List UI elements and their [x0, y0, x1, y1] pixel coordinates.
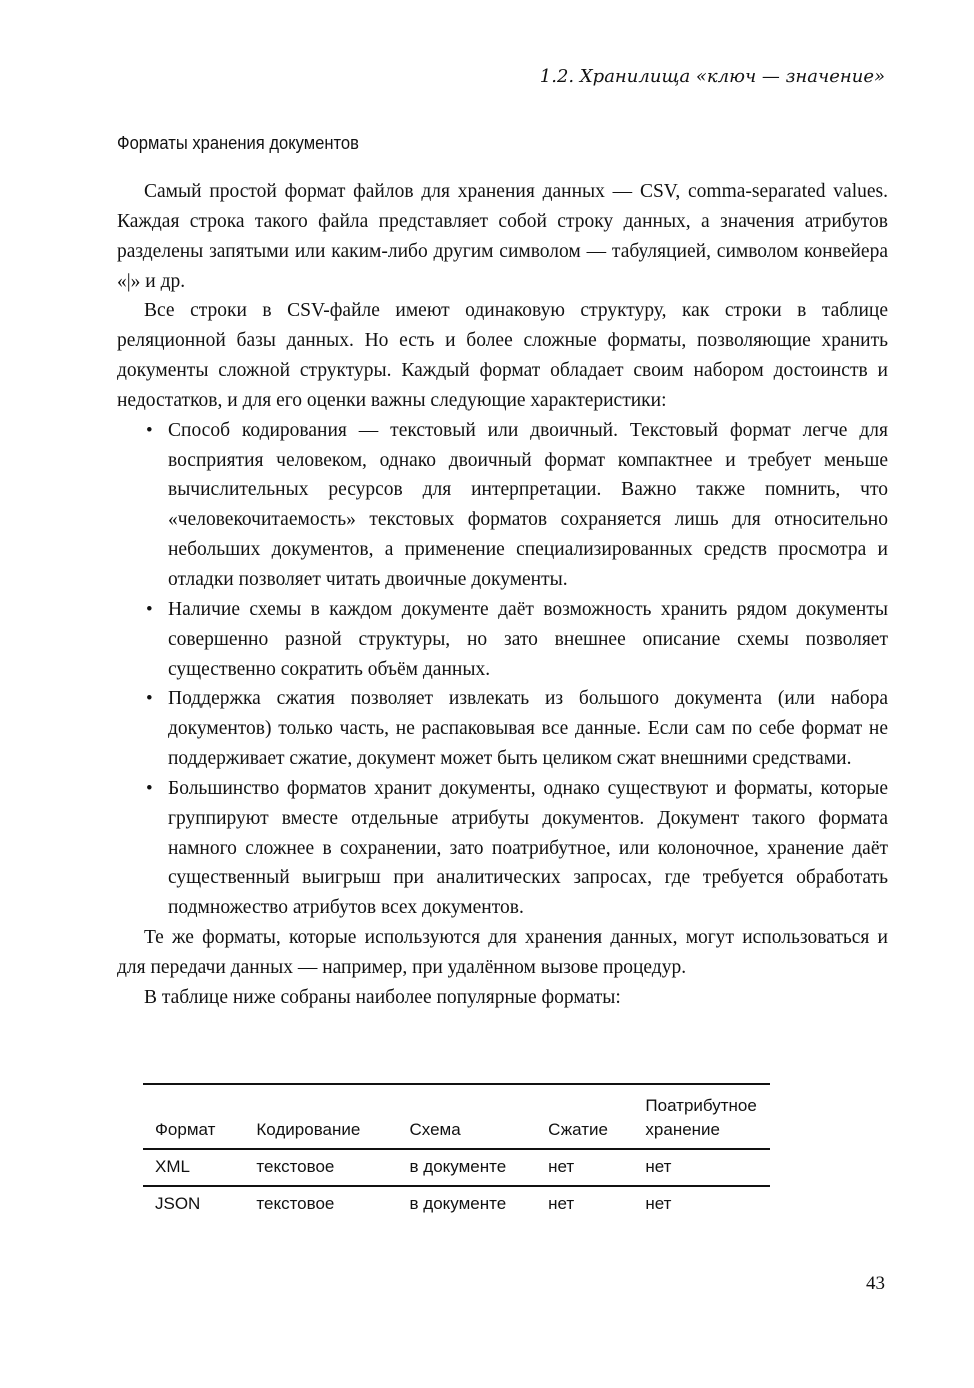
header-compression: Сжатие: [548, 1120, 608, 1139]
paragraph-table-intro: В таблице ниже собраны наиболее популярные форматы:: [144, 986, 621, 1008]
bullet-icon: •: [146, 777, 153, 799]
list-item: [117, 684, 888, 774]
formats-table-container: [143, 1083, 770, 1222]
cell-encoding: текстовое: [256, 1194, 335, 1213]
paragraph-transfer-formats: Те же форматы, которые используются для хранения данных, могут использоваться и для передачи данных — например, при удалённом вызове процедур.: [117, 927, 888, 978]
list-item: [117, 774, 888, 923]
list-item: [117, 595, 888, 685]
page-number: 43: [866, 1273, 885, 1294]
table-row: [143, 1186, 770, 1222]
cell-columnar-storage: нет: [645, 1194, 672, 1213]
body-text: [117, 177, 888, 1013]
cell-columnar-storage: нет: [645, 1157, 672, 1176]
header-encoding: Кодирование: [256, 1120, 361, 1139]
list-item-text: Поддержка сжатия позволяет извлекать из большого документа (или набора документов) только часть, не распаковывая все данные. Если сам по себе формат не поддерживает сжатие, документ может быть целиком сжат внешними средствами.: [168, 688, 888, 770]
list-item: [117, 416, 888, 595]
bullet-icon: •: [146, 688, 153, 710]
running-header: 1.2. Хранилища «ключ — значение»: [539, 66, 885, 87]
header-columnar-storage: Поатрибутное хранение: [645, 1096, 757, 1139]
cell-compression: нет: [548, 1194, 575, 1213]
cell-encoding: текстовое: [256, 1157, 335, 1176]
list-item-text: Наличие схемы в каждом документе даёт возможность хранить рядом документы совершенно разной структуры, но зато внешнее описание схемы позволяет существенно сократить объём данных.: [168, 598, 888, 680]
bullet-icon: •: [146, 598, 153, 620]
paragraph-csv-intro: Самый простой формат файлов для хранения данных — CSV, comma-separated values. Каждая строка такого файла представляет собой строку данных, а значения атрибутов разделены запятыми или каким-либо другим символом — табуляцией, символом конвейера «|» и др.: [117, 181, 888, 292]
cell-compression: нет: [548, 1157, 575, 1176]
list-item-text: Большинство форматов хранит документы, однако существуют и форматы, которые группируют вместе отдельные атрибуты документов. Документ такого формата намного сложнее в сохранении, зато поатрибутное, или колоночное, хранение даёт существенный выигрыш при аналитических запросах, где требуется обработать подмножество атрибутов всех документов.: [168, 777, 888, 919]
paragraph-complex-formats: Все строки в CSV-файле имеют одинаковую структуру, как строки в таблице реляционной базы данных. Но есть и более сложные форматы, позволяющие хранить документы сложной структуры. Каждый формат обладает своим набором достоинств и недостатков, и для его оценки важны следующие характеристики:: [117, 300, 888, 411]
section-title: Форматы хранения документов: [117, 133, 359, 153]
cell-format: XML: [155, 1157, 190, 1176]
cell-format: JSON: [155, 1194, 201, 1213]
cell-schema: в документе: [409, 1194, 507, 1213]
characteristics-list: [117, 416, 888, 923]
header-format: Формат: [155, 1120, 216, 1139]
bullet-icon: •: [146, 419, 153, 441]
table-header-row: [143, 1084, 770, 1149]
header-schema: Схема: [409, 1120, 461, 1139]
list-item-text: Способ кодирования — текстовый или двоичный. Текстовый формат легче для восприятия человеком, однако двоичный формат компактнее и требует меньше вычислительных ресурсов для интерпретации. Важно также помнить, что «человекочитаемость» текстовых форматов сохраняется лишь для относительно небольших документов, а применение специализированных средств просмотра и отладки позволяет читать двоичные документы.: [168, 419, 888, 590]
table-row: [143, 1149, 770, 1186]
cell-schema: в документе: [409, 1157, 507, 1176]
formats-table: [143, 1083, 770, 1222]
